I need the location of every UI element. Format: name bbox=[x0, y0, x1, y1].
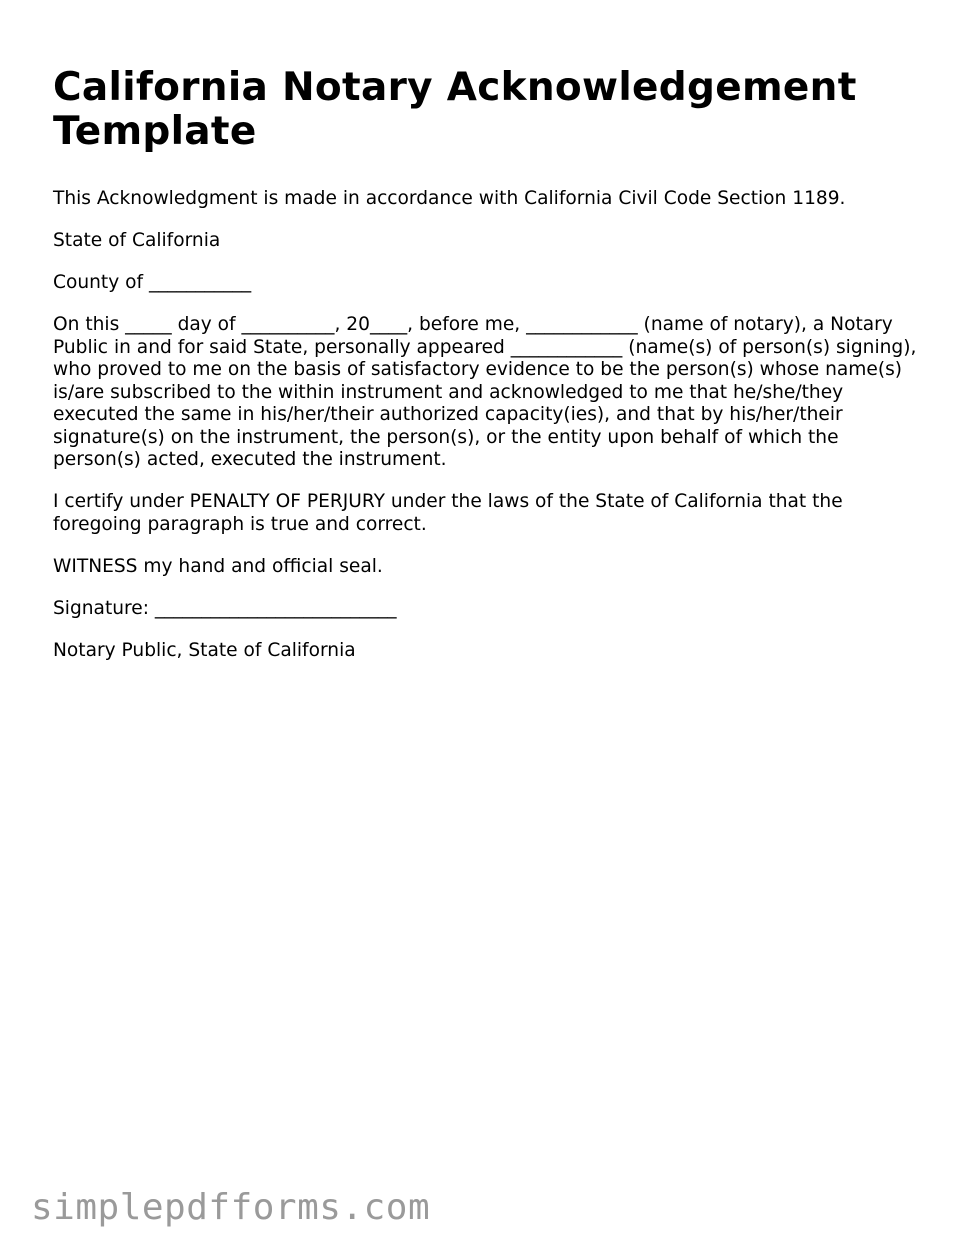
perjury-certification: I certify under PENALTY OF PERJURY under the laws of the State of California that the foregoing paragraph is true and correct. bbox=[53, 491, 843, 535]
watermark: simplepdfforms.com bbox=[31, 1187, 431, 1228]
document-title: California Notary Acknowledgement Template bbox=[53, 65, 857, 154]
state-line: State of California bbox=[53, 230, 221, 251]
signature-line: Signature: __________________________ bbox=[53, 597, 397, 619]
witness-line: WITNESS my hand and official seal. bbox=[53, 555, 383, 577]
acknowledgment-body: On this _____ day of __________, 20____, before me, ____________ (name of notary), a Notary Public in and for said State, personally appeared ____________ (name(s) of person(s) signing), who proved to me on the basis of satisfactory evidence to be the person(s) whose name(s) is/are subscribed to the within instrument and acknowledged to me that he/she/they executed the same in his/her/their authorized capacity(ies), and that by his/her/their signature(s) on the instrument, the person(s), or the entity upon behalf of which the person(s) acted, executed the instrument. bbox=[53, 314, 917, 470]
intro-paragraph: This Acknowledgment is made in accordance with California Civil Code Section 1189. bbox=[53, 188, 846, 209]
county-line: County of ___________ bbox=[53, 272, 252, 293]
document-page bbox=[53, 66, 921, 682]
notary-public-line: Notary Public, State of California bbox=[53, 639, 356, 661]
